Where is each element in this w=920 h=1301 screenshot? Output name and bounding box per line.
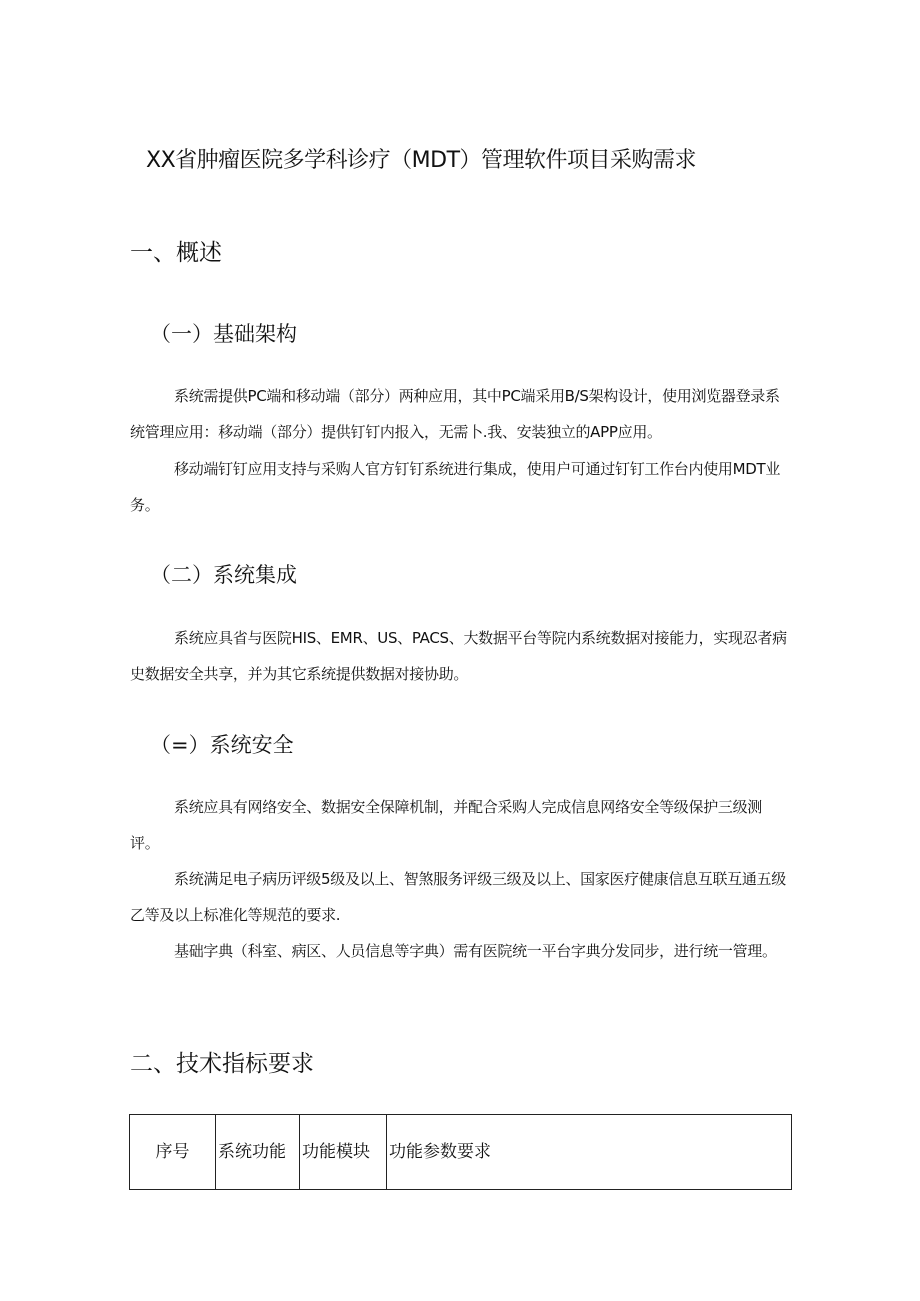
section-heading-overview: 一、概述 [130,240,222,266]
subsection-heading-architecture: （一）基础架构 [150,322,297,346]
subsection-heading-security: （=）系统安全 [150,733,294,757]
paragraph-security-1: 系统应具有网络安全、数据安全保障机制，并配合采购人完成信息网络安全等级保护三级测评。 [130,798,763,852]
document-title: XX省肿瘤医院多学科诊疗（MDT）管理软件项目采购需求 [146,148,697,173]
table-header-index: 序号 [130,1115,216,1190]
subsection-heading-integration: （二）系统集成 [150,563,297,587]
table-header-system-function: 系统功能 [216,1115,300,1190]
paragraph-architecture-1: 系统需提供PC端和移动端（部分）两种应用，其中PC端采用B/S架构设计，使用浏览器登录系统管理应用：移动端（部分）提供钉钉内报入，无需卜.我、安装独立的APP应用。 [130,387,780,441]
paragraph-architecture-2: 移动端钉钉应用支持与采购人官方钉钉系统进行集成，使用户可通过钉钉工作台内使用MDT业务。 [130,460,781,514]
requirements-table [129,1114,792,1190]
paragraph-integration-1: 系统应具省与医院HIS、EMR、US、PACS、大数据平台等院内系统数据对接能力，实现忍者病史数据安全共享，并为其它系统提供数据对接协助。 [130,629,787,683]
paragraph-security-3: 基础字典（科室、病区、人员信息等字典）需有医院统一平台字典分发同步，进行统一管理。 [174,942,777,960]
table-header-parameter-requirements: 功能参数要求 [387,1115,792,1190]
section-heading-technical-requirements: 二、技术指标要求 [130,1051,314,1077]
paragraph-security-2: 系统满足电子病历评级5级及以上、智煞服务评级三级及以上、国家医疗健康信息互联互通五级乙等及以上标准化等规范的要求. [130,870,786,924]
table-header-row [130,1115,792,1190]
table-header-function-module: 功能模块 [300,1115,387,1190]
